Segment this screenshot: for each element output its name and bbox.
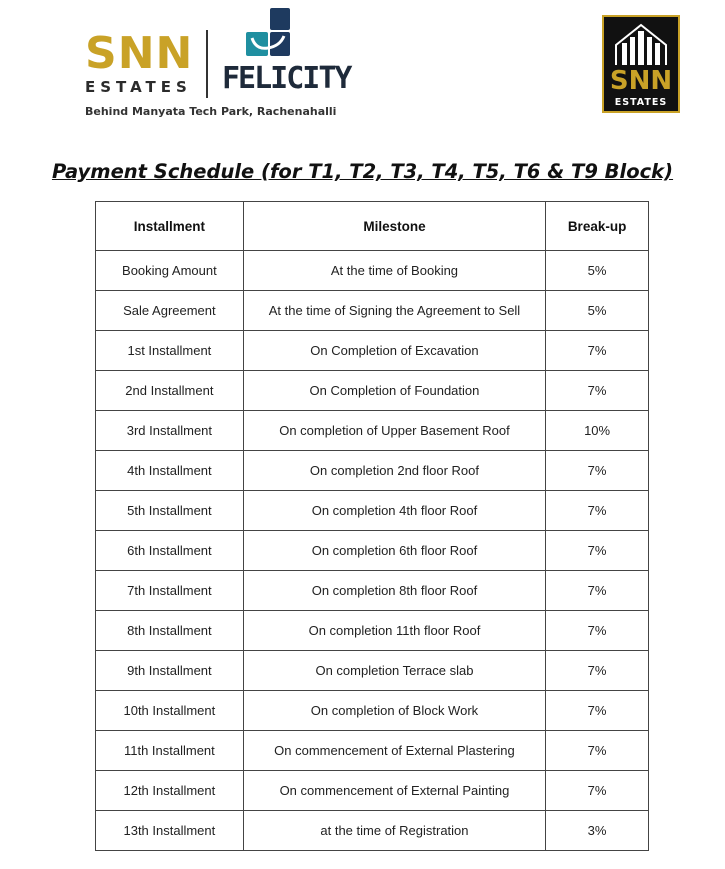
installment-cell: 11th Installment (96, 731, 244, 771)
breakup-cell: 7% (546, 651, 649, 691)
milestone-cell: On completion 2nd floor Roof (243, 451, 545, 491)
breakup-cell: 7% (546, 531, 649, 571)
breakup-cell: 7% (546, 371, 649, 411)
snn-estates-logo (85, 28, 194, 96)
installment-cell: Sale Agreement (96, 291, 244, 331)
table-row (96, 811, 649, 851)
breakup-cell: 7% (546, 451, 649, 491)
milestone-cell: On completion of Upper Basement Roof (243, 411, 545, 451)
breakup-cell: 7% (546, 691, 649, 731)
installment-cell: 1st Installment (96, 331, 244, 371)
payment-schedule-table (95, 201, 649, 851)
table-row (96, 651, 649, 691)
installment-cell: 5th Installment (96, 491, 244, 531)
breakup-cell: 7% (546, 611, 649, 651)
breakup-cell: 7% (546, 331, 649, 371)
breakup-cell: 3% (546, 811, 649, 851)
breakup-cell: 5% (546, 291, 649, 331)
column-header: Milestone (243, 202, 545, 251)
page-header (0, 0, 725, 130)
breakup-cell: 10% (546, 411, 649, 451)
table-row (96, 331, 649, 371)
brand-secondary: ESTATES (85, 78, 192, 96)
milestone-cell: At the time of Signing the Agreement to Sell (243, 291, 545, 331)
badge-secondary: ESTATES (614, 97, 668, 108)
milestone-cell: On completion 8th floor Roof (243, 571, 545, 611)
installment-cell: 13th Installment (96, 811, 244, 851)
breakup-cell: 7% (546, 571, 649, 611)
breakup-cell: 7% (546, 771, 649, 811)
table-row (96, 691, 649, 731)
table-header-row (96, 202, 649, 251)
table-row (96, 571, 649, 611)
badge-primary: SNN (609, 66, 673, 96)
breakup-cell: 5% (546, 251, 649, 291)
snn-badge-logo (602, 15, 680, 113)
table-row (96, 451, 649, 491)
milestone-cell: On completion of Block Work (243, 691, 545, 731)
felicity-mark-icon (244, 8, 294, 60)
milestone-cell: On commencement of External Painting (243, 771, 545, 811)
installment-cell: 4th Installment (96, 451, 244, 491)
table-row (96, 251, 649, 291)
table-row (96, 371, 649, 411)
page-title: Payment Schedule (for T1, T2, T3, T4, T5, T6 & T9 Block) (51, 160, 674, 183)
installment-cell: 8th Installment (96, 611, 244, 651)
installment-cell: 9th Installment (96, 651, 244, 691)
table-row (96, 731, 649, 771)
project-address: Behind Manyata Tech Park, Rachenahalli (85, 105, 337, 118)
table-row (96, 531, 649, 571)
milestone-cell: On Completion of Foundation (243, 371, 545, 411)
milestone-cell: At the time of Booking (243, 251, 545, 291)
milestone-cell: On completion 6th floor Roof (243, 531, 545, 571)
felicity-logo (222, 8, 351, 98)
installment-cell: 7th Installment (96, 571, 244, 611)
installment-cell: 10th Installment (96, 691, 244, 731)
table-row (96, 491, 649, 531)
column-header: Installment (96, 202, 244, 251)
milestone-cell: On completion Terrace slab (243, 651, 545, 691)
installment-cell: 6th Installment (96, 531, 244, 571)
milestone-cell: On commencement of External Plastering (243, 731, 545, 771)
breakup-cell: 7% (546, 731, 649, 771)
installment-cell: 12th Installment (96, 771, 244, 811)
project-name: FELICITY (222, 61, 351, 96)
column-header: Break-up (546, 202, 649, 251)
table-row (96, 411, 649, 451)
milestone-cell: On Completion of Excavation (243, 331, 545, 371)
brand-primary: SNN (85, 28, 194, 79)
table-row (96, 771, 649, 811)
table-row (96, 291, 649, 331)
breakup-cell: 7% (546, 491, 649, 531)
logo-divider (206, 30, 208, 98)
installment-cell: 2nd Installment (96, 371, 244, 411)
milestone-cell: On completion 11th floor Roof (243, 611, 545, 651)
installment-cell: Booking Amount (96, 251, 244, 291)
installment-cell: 3rd Installment (96, 411, 244, 451)
milestone-cell: On completion 4th floor Roof (243, 491, 545, 531)
table-row (96, 611, 649, 651)
milestone-cell: at the time of Registration (243, 811, 545, 851)
building-icon (610, 21, 672, 67)
